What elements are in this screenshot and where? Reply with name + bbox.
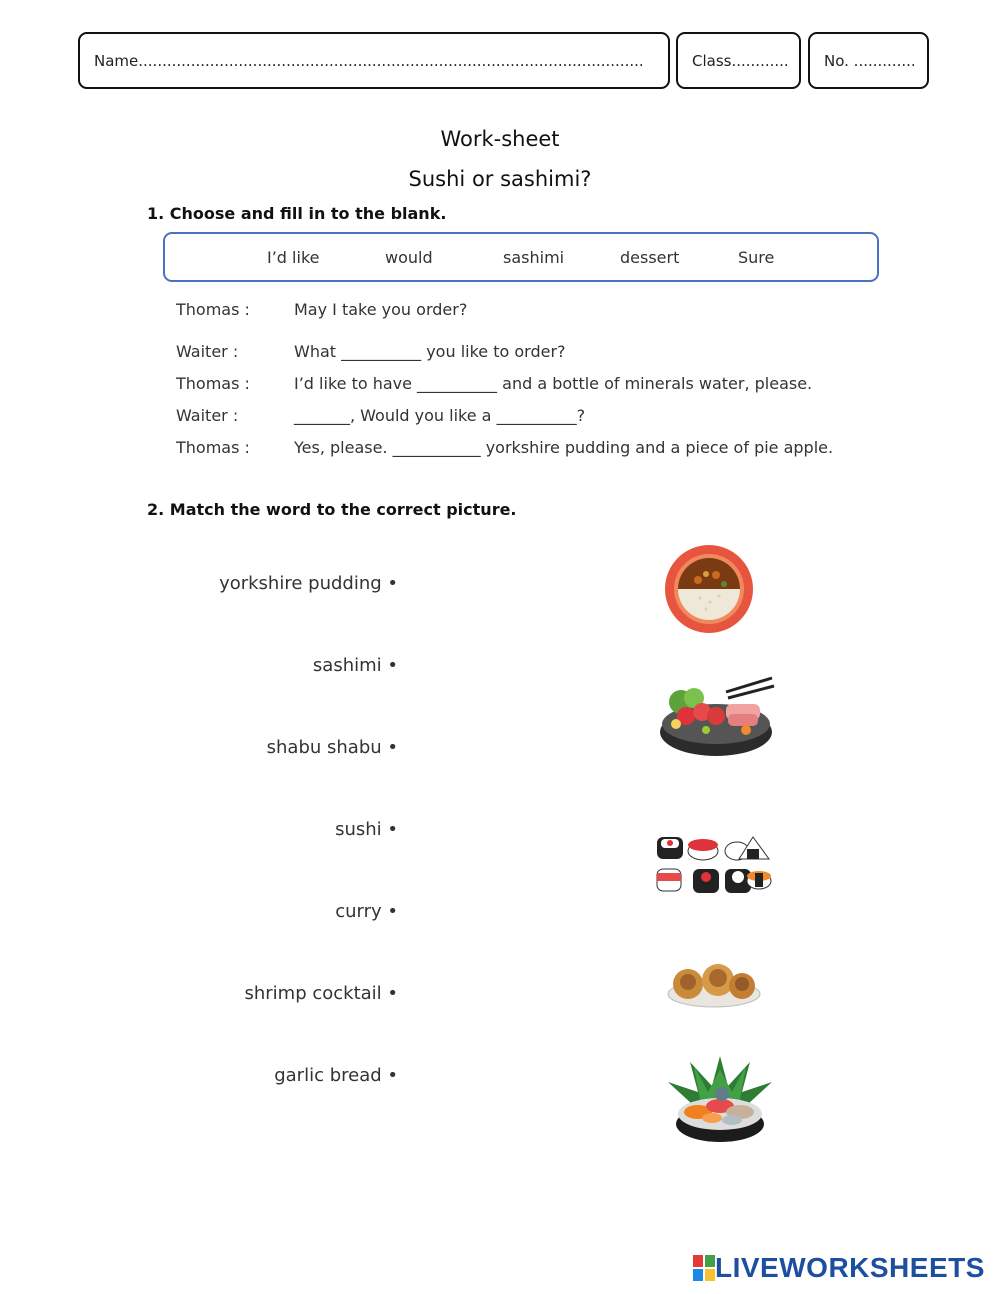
class-field <box>676 32 801 89</box>
page-title: Work-sheet <box>440 127 560 151</box>
word-bank <box>163 232 879 282</box>
dialogue-speaker: Waiter : <box>176 342 239 361</box>
name-field <box>78 32 670 89</box>
dialogue-line: What __________ you like to order? <box>294 342 566 361</box>
page-subtitle: Sushi or sashimi? <box>408 167 592 191</box>
name-field-text: Name.......................................................................................................... <box>94 51 644 70</box>
yorkshire-pudding-picture[interactable] <box>666 960 762 1010</box>
liveworksheets-logo <box>693 1253 985 1283</box>
liveworksheets-brand-text: LIVEWORKSHEETS <box>715 1252 985 1283</box>
curry-bowl-picture[interactable] <box>664 544 754 634</box>
word-bank-item: Sure <box>738 248 775 267</box>
match-word[interactable]: sashimi • <box>312 655 398 676</box>
class-field-text: Class............ <box>692 51 789 70</box>
dialogue-speaker: Thomas : <box>176 438 250 457</box>
dialogue-line: Yes, please. ___________ yorkshire pudding and a piece of pie apple. <box>294 438 834 457</box>
match-word[interactable]: shrimp cocktail • <box>244 983 398 1004</box>
dialogue-speaker: Waiter : <box>176 406 239 425</box>
match-word[interactable]: garlic bread • <box>274 1065 398 1086</box>
word-bank-item: would <box>385 248 433 267</box>
dialogue-line: _______, Would you like a __________? <box>294 406 586 425</box>
dialogue-line: May I take you order? <box>294 300 468 319</box>
match-word[interactable]: sushi • <box>335 819 398 840</box>
match-word[interactable]: curry • <box>335 901 398 922</box>
sushi-picture[interactable] <box>655 833 773 897</box>
dialogue-speaker: Thomas : <box>176 300 250 319</box>
match-word[interactable]: yorkshire pudding • <box>219 573 398 594</box>
number-field-text: No. ............. <box>824 51 916 70</box>
word-bank-item: I’d like <box>267 248 320 267</box>
word-bank-item: sashimi <box>503 248 565 267</box>
word-bank-item: dessert <box>620 248 680 267</box>
match-word[interactable]: shabu shabu • <box>266 737 398 758</box>
liveworksheets-logo-icon <box>693 1255 715 1281</box>
section2-heading: 2. Match the word to the correct picture. <box>147 500 517 519</box>
dialogue-line: I’d like to have __________ and a bottle of minerals water, please. <box>294 374 813 393</box>
dialogue-speaker: Thomas : <box>176 374 250 393</box>
shabu-shabu-picture[interactable] <box>656 674 776 766</box>
sashimi-picture[interactable] <box>664 1052 776 1148</box>
number-field <box>808 32 929 89</box>
section1-heading: 1. Choose and fill in to the blank. <box>147 204 447 223</box>
